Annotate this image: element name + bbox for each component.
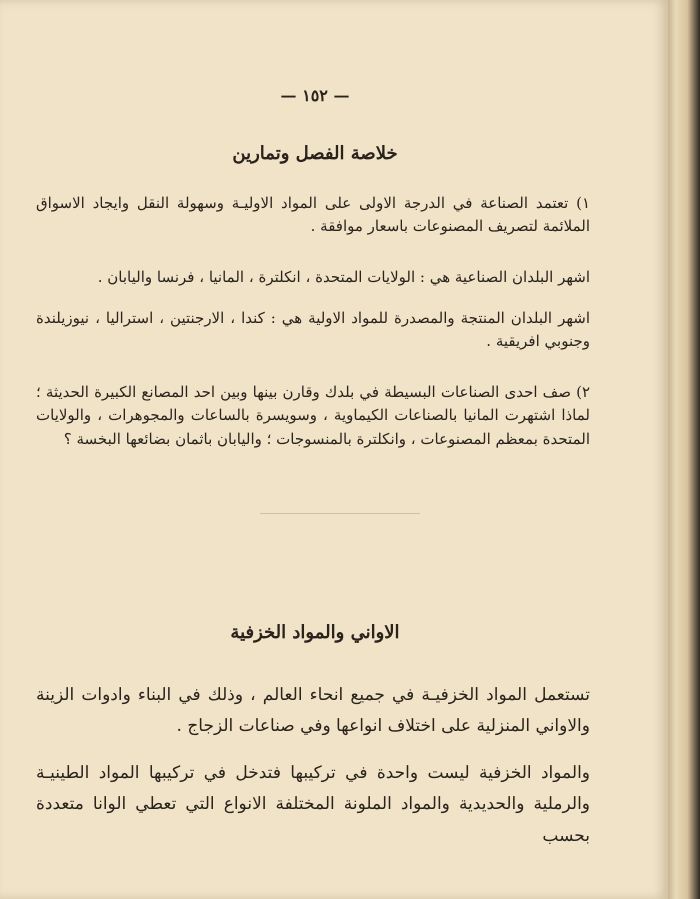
page-number: — ١٥٢ — bbox=[280, 86, 350, 105]
paragraph: اشهر البلدان الصناعية هي : الولايات المتحدة ، انكلترة ، المانيا ، فرنسا واليابان . bbox=[97, 268, 590, 286]
paragraph: اشهر البلدان المنتجة والمصدرة للمواد الاولية هي : كندا ، الارجنتين ، استراليا ، نيوزيلندة وجنوبي افريقية . bbox=[36, 309, 590, 351]
paragraph: والمواد الخزفية ليست واحدة في تركيبها فتدخل في تركيبها المواد الطينيـة والرملية والحديدية والمواد الملونة المختلفة الانواع التي تعطي الوانا متعددة بحسب bbox=[36, 763, 590, 846]
page-edge bbox=[668, 0, 700, 899]
paragraph: ١) تعتمد الصناعة في الدرجة الاولى على المواد الاوليـة وسهولة النقل وايجاد الاسواق الملائمة لتصريف المصنوعات باسعار موافقة . bbox=[36, 194, 590, 236]
paragraph: ٢) صف احدى الصناعات البسيطة في بلدك وقارن بينها وبين احد المصانع الكبيرة الحديثة ؛ لماذا اشتهرت المانيا بالصناعات الكيماوية ، وسويسرة بالساعات والمجوهرات ، والولايات المتحدة بمعظم المصنوعات ، وانكلترة بالمنسوجات ؛ واليابان باثمان بضائعها البخسة ؟ bbox=[36, 383, 590, 448]
divider bbox=[260, 513, 420, 514]
paragraph: تستعمل المواد الخزفيـة في جميع انحاء العالم ، وذلك في البناء وادوات الزينة والاواني المنزلية على اختلاف انواعها وفي صناعات الزجاج . bbox=[36, 685, 590, 737]
section-heading-summary: خلاصة الفصل وتمارين bbox=[232, 143, 398, 164]
section-heading-ceramics: الاواني والمواد الخزفية bbox=[230, 622, 400, 643]
